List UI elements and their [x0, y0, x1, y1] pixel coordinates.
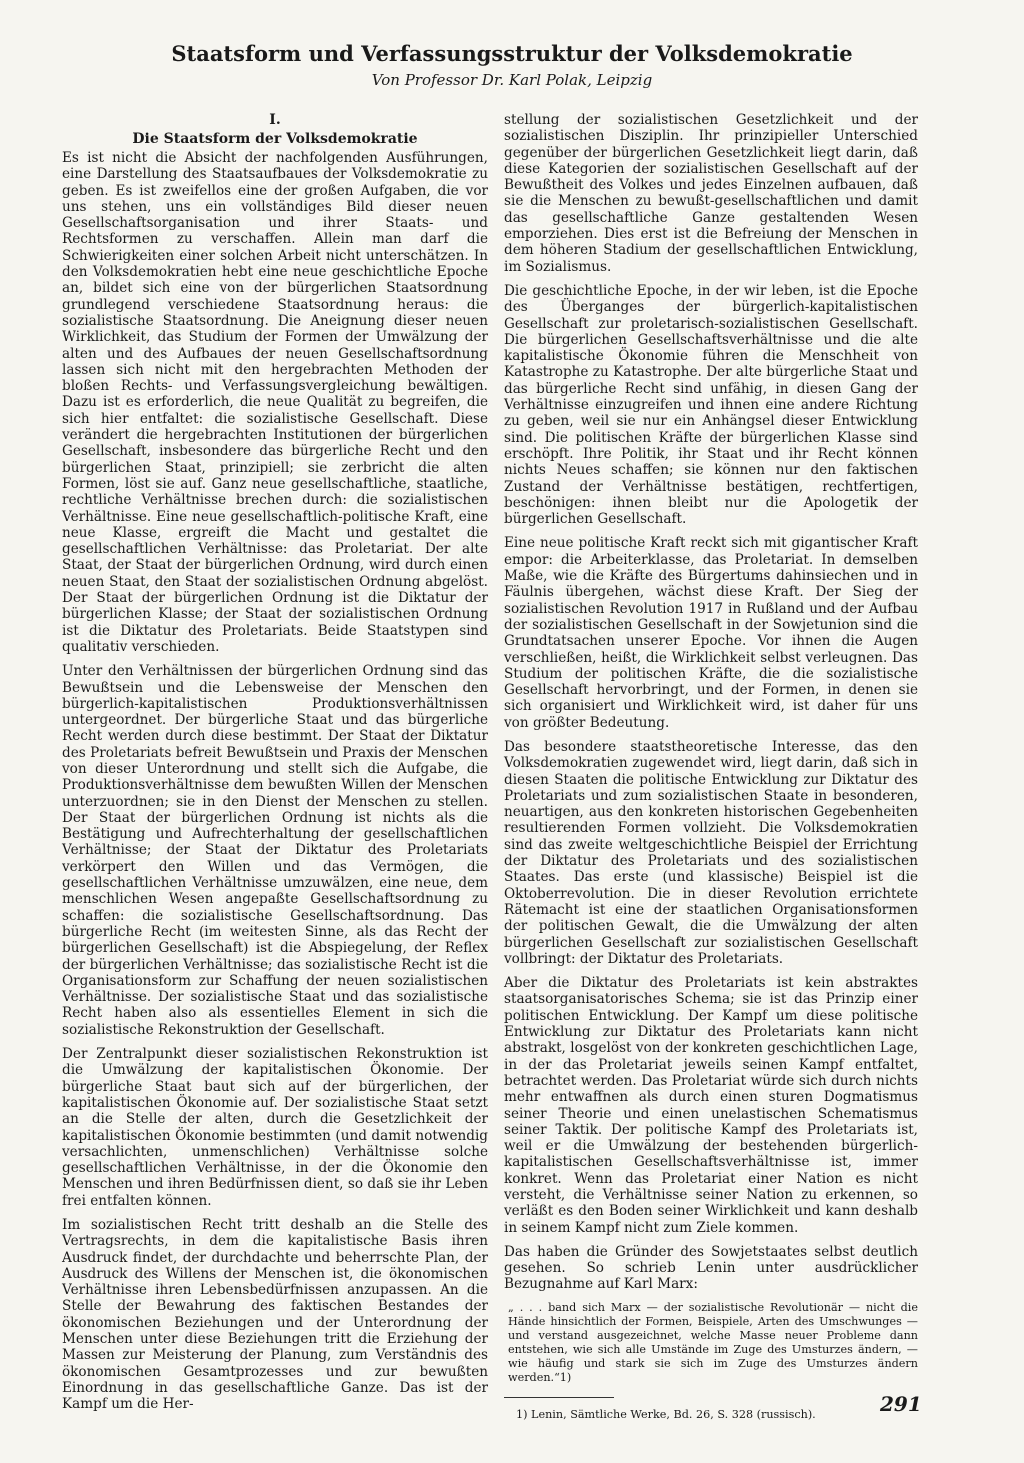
right-column: [504, 112, 918, 1422]
paragraph: Aber die Diktatur des Proletariats ist kein abstraktes staatsorganisatorisches Schema; sie ist das Prinzip einer politischen Entwicklung. Der Kampf um diese politische Entwicklung zur Diktatur des Proletariats kann nicht abstrakt, losgelöst von der konkreten geschichtlichen Lage, in der das Proletariat jeweils seinen Kampf entfaltet, betrachtet werden. Das Proletariat würde sich durch nichts mehr entwaffnen als durch einen sturen Dogmatismus seiner Theorie und einen unelastischen Schematismus seiner Taktik. Der politische Kampf des Proletariats ist, weil er die Umwälzung der bestehenden bürgerlich-kapitalistischen Gesellschaftsverhältnisse ist, immer konkret. Wenn das Proletariat einer Nation es nicht versteht, die Verhältnisse seiner Nation zu erkennen, so verläßt es den Boden seiner Wirklichkeit und kann deshalb in seinem Kampf nicht zum Ziele kommen.: [504, 975, 918, 1236]
paragraph: Eine neue politische Kraft reckt sich mit gigantischer Kraft empor: die Arbeiterklasse, das Proletariat. In demselben Maße, wie die Kräfte des Bürgertums dahinsiechen und in Fäulnis übergehen, wächst diese Kraft. Der Sieg der sozialistischen Revolution 1917 in Rußland und der Aufbau der sozialistischen Gesellschaft in der Sowjetunion sind die Grundtatsachen unserer Epoche. Vor ihnen die Augen verschließen, heißt, die Wirklichkeit selbst verleugnen. Das Studium der politischen Kräfte, die die sozialistische Gesellschaft hervorbringt, und der Formen, in denen sie sich organisiert und Wirklichkeit wird, ist daher für uns von größter Bedeutung.: [504, 535, 918, 731]
article-byline: Von Professor Dr. Karl Polak, Leipzig: [371, 71, 653, 89]
paragraph: Der Zentralpunkt dieser sozialistischen Rekonstruktion ist die Umwälzung der kapitalistischen Ökonomie. Der bürgerliche Staat baut sich auf der bürgerlichen, der kapitalistischen Ökonomie auf. Der sozialistische Staat setzt an die Stelle der alten, durch die Gesetzlichkeit der kapitalistischen Ökonomie bestimmten (und damit notwendig versachlichten, unmenschlichen) Verhältnisse solche gesellschaftlichen Verhältnisse, in der die Ökonomie den Menschen und ihren Bedürfnissen dient, so daß sie ihr Leben frei entfalten können.: [62, 1046, 488, 1209]
paragraph: Im sozialistischen Recht tritt deshalb an die Stelle des Vertragsrechts, in dem die kapitalistische Basis ihren Ausdruck findet, der durchdachte und beherrschte Plan, der Ausdruck des Willens der Menschen ist, die ökonomischen Verhältnisse ihren Lebensbedürfnissen anzupassen. An die Stelle der Bewahrung des faktischen Bestandes der ökonomischen Beziehungen und der Unterordnung der Menschen unter diese Beziehungen tritt die Erziehung der Massen zur Meisterung der Planung, zum Verständnis des ökonomischen Gesamtprozesses und zur bewußten Einordnung in das gesellschaftliche Ganze. Das ist der Kampf um die Her-: [62, 1217, 488, 1413]
block-quote: „ . . . band sich Marx — der sozialistische Revolutionär — nicht die Hände hinsichtlich der Formen, Beispiele, Arten des Umschwunges — und verstand ausgezeichnet, welche Masse neuer Probleme dann entstehen, wie sich alle Umstände im Zuge des Umsturzes ändern, — wie häufig und stark sie sich im Zuge des Umsturzes ändern werden.“1): [508, 1300, 918, 1384]
page-number: 291: [880, 1392, 922, 1416]
left-column: [62, 112, 488, 1421]
footnote: 1) Lenin, Sämtliche Werke, Bd. 26, S. 328 (russisch).: [516, 1407, 816, 1421]
section-title: Die Staatsform der Volksdemokratie: [132, 131, 418, 147]
paragraph: Unter den Verhältnissen der bürgerlichen Ordnung sind das Bewußtsein und die Lebensweise der Menschen den bürgerlich-kapitalistischen Produktionsverhältnissen untergeordnet. Der bürgerliche Staat und das bürgerliche Recht werden durch diese bestimmt. Der Staat der Diktatur des Proletariats befreit Bewußtsein und Praxis der Menschen von dieser Unterordnung und stellt sich die Aufgabe, die Produktionsverhältnisse dem bewußten Willen der Menschen unterzuordnen; sie in den Dienst der Menschen zu stellen. Der Staat der bürgerlichen Ordnung ist nichts als die Bestätigung und Aufrechterhaltung der gesellschaftlichen Verhältnisse; der Staat der Diktatur des Proletariats verkörpert den Willen und das Vermögen, die gesellschaftlichen Verhältnisse umzuwälzen, eine neue, dem menschlichen Wesen angepaßte Gesellschaftsordnung zu schaffen: die sozialistische Gesellschaftsordnung. Das bürgerliche Recht (im weitesten Sinne, als das Recht der bürgerlichen Gesellschaft) ist die Abspiegelung, der Reflex der bürgerlichen Verhältnisse; das sozialistische Recht ist die Organisationsform zur Schaffung der neuen sozialistischen Verhältnisse. Der sozialistische Staat und das sozialistische Recht haben also als essentielles Element in sich die sozialistische Rekonstruktion der Gesellschaft.: [62, 663, 488, 1038]
footnote-divider: [504, 1397, 614, 1398]
paragraph: Es ist nicht die Absicht der nachfolgenden Ausführungen, eine Darstellung des Staatsaufbaues der Volksdemokratie zu geben. Es ist zweifellos eine der großen Aufgaben, die vor uns stehen, uns ein vollständiges Bild dieser neuen Gesellschaftsorganisation und ihrer Staats- und Rechtsformen zu verschaffen. Allein man darf die Schwierigkeiten einer solchen Arbeit nicht unterschätzen. In den Volksdemokratien hebt eine neue geschichtliche Epoche an, bildet sich eine von der bürgerlichen Staatsordnung grundlegend verschiedene Staatsordnung heraus: die sozialistische Staatsordnung. Die Aneignung dieser neuen Wirklichkeit, das Studium der Formen der Umwälzung der alten und des Aufbaues der neuen Gesellschaftsordnung lassen sich nicht mit den hergebrachten Methoden der bloßen Rechts- und Verfassungsvergleichung bewältigen. Dazu ist es erforderlich, die neue Qualität zu begreifen, die sich hier entfaltet: die sozialistische Gesellschaft. Diese verändert die hergebrachten Institutionen der bürgerlichen Gesellschaft, insbesondere das bürgerliche Recht und den bürgerlichen Staat, prinzipiell; sie zerbricht die alten Formen, löst sie auf. Ganz neue gesellschaftliche, staatliche, rechtliche Verhältnisse brechen durch: die sozialistischen Verhältnisse. Eine neue gesellschaftlich-politische Kraft, eine neue Klasse, ergreift die Macht und gestaltet die gesellschaftlichen Verhältnisse: das Proletariat. Der alte Staat, der Staat der bürgerlichen Ordnung, wird durch einen neuen Staat, den Staat der sozialistischen Ordnung abgelöst. Der Staat der bürgerlichen Ordnung ist die Diktatur der bürgerlichen Klasse; der Staat der sozialistischen Ordnung ist die Diktatur des Proletariats. Beide Staatstypen sind qualitativ verschieden.: [62, 150, 488, 655]
paragraph: Die geschichtliche Epoche, in der wir leben, ist die Epoche des Überganges der bürgerlich-kapitalistischen Gesellschaft zur proletarisch-sozialistischen Gesellschaft. Die bürgerlichen Gesellschaftsverhältnisse und die alte kapitalistische Ökonomie führen die Menschheit von Katastrophe zu Katastrophe. Der alte bürgerliche Staat und das bürgerliche Recht sind unfähig, in diesen Gang der Verhältnisse einzugreifen und ihnen eine andere Richtung zu geben, weil sie nur ein Anhängsel dieser Entwicklung sind. Die politischen Kräfte der bürgerlichen Klasse sind erschöpft. Ihre Politik, ihr Staat und ihr Recht können nichts Neues schaffen; sie können nur den faktischen Zustand der Verhältnisse bestätigen, rechtfertigen, beschönigen: ihnen bleibt nur die Apologetik der bürgerlichen Gesellschaft.: [504, 282, 918, 528]
paragraph: Das haben die Gründer des Sowjetstaates selbst deutlich gesehen. So schrieb Lenin unter ausdrücklicher Bezugnahme auf Karl Marx:: [504, 1243, 918, 1293]
section-number: I.: [269, 112, 281, 128]
paragraph: Das besondere staatstheoretische Interesse, das den Volksdemokratien zugewendet wird, liegt darin, daß sich in diesen Staaten die politische Entwicklung zur Diktatur des Proletariats und zum sozialistischen Staate in besonderen, neuartigen, aus den konkreten historischen Gegebenheiten resultierenden Formen vollzieht. Die Volksdemokratien sind das zweite weltgeschichtliche Beispiel der Errichtung der Diktatur des Proletariats und des sozialistischen Staates. Das erste (und klassische) Beispiel ist die Oktoberrevolution. Die in dieser Revolution errichtete Rätemacht ist eine der staatlichen Organisationsformen der politischen Gewalt, die die Umwälzung der alten bürgerlichen Gesellschaft zur sozialistischen Gesellschaft vollbringt: der Diktatur des Proletariats.: [504, 738, 918, 967]
article-title: Staatsform und Verfassungsstruktur der Volksdemokratie: [171, 41, 853, 66]
paragraph: stellung der sozialistischen Gesetzlichkeit und der sozialistischen Disziplin. Ihr prinzipieller Unterschied gegenüber der bürgerlichen Gesetzlichkeit liegt darin, daß diese Kategorien der sozialistischen Gesellschaft auf der Bewußtheit des Volkes und jedes Einzelnen aufbauen, daß sie die Menschen zu bewußt-gesellschaftlichen und damit das gesellschaftliche Ganze gestaltenden Wesen emporziehen. Dies erst ist die Befreiung der Menschen in dem höheren Stadium der gesellschaftlichen Entwicklung, im Sozialismus.: [504, 112, 918, 275]
